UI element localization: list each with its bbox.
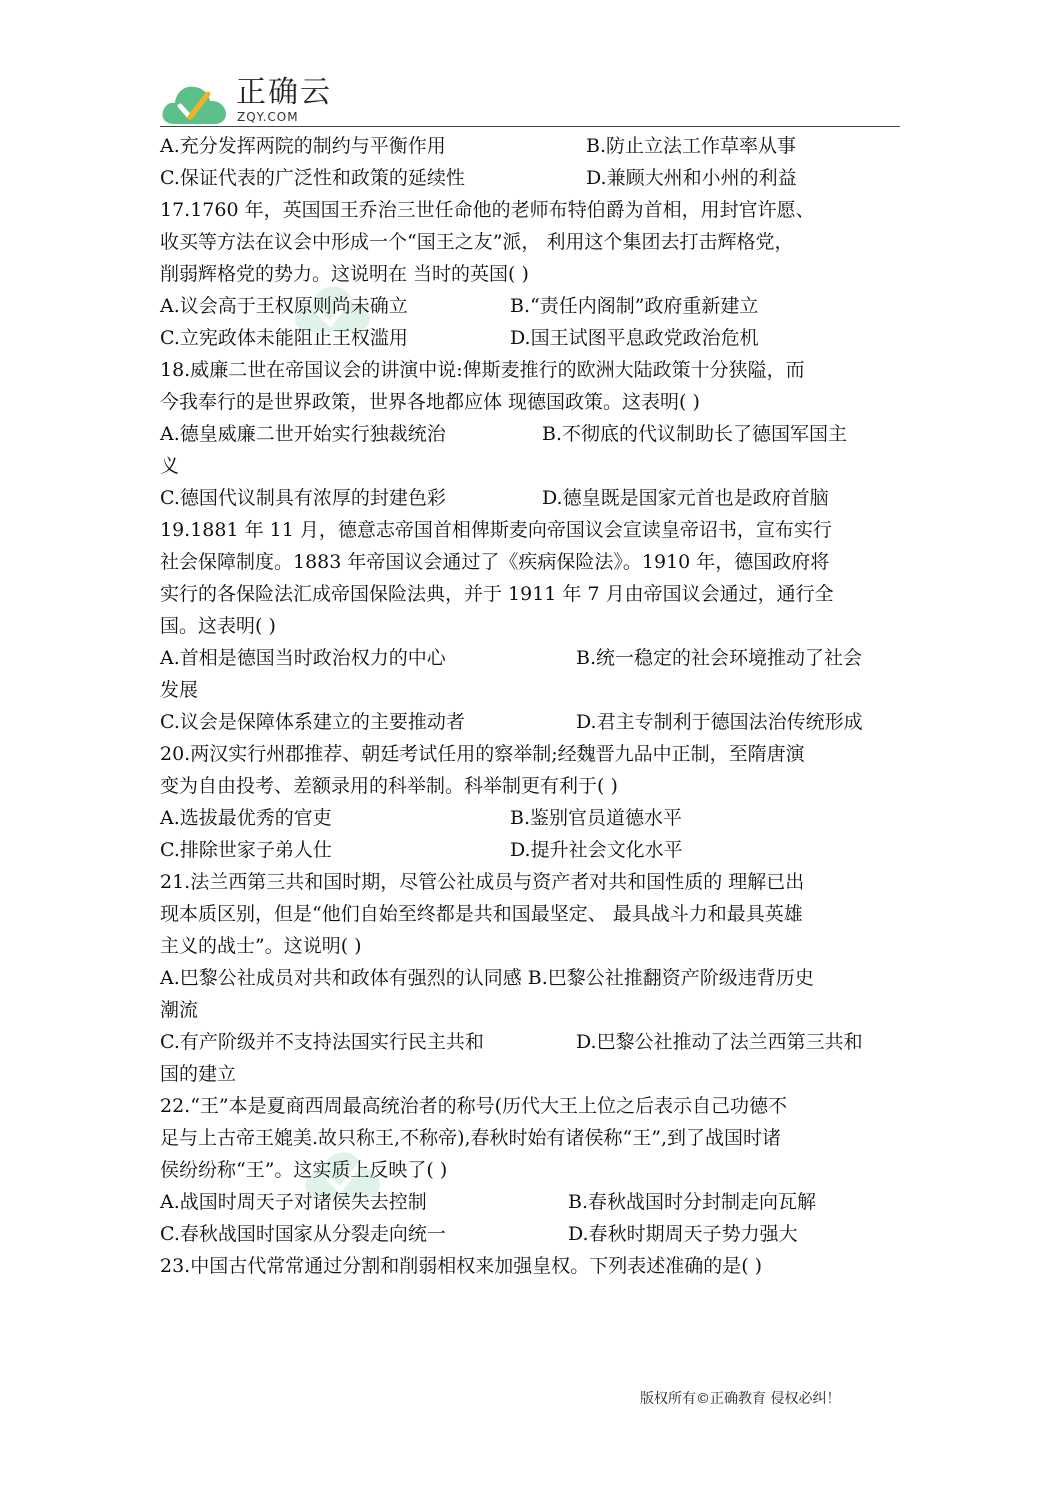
options-row [160, 130, 900, 162]
text-line: 义 [160, 455, 180, 477]
option-left: C.春秋战国时国家从分裂走向统一 [160, 1223, 446, 1245]
option-left: C.排除世家子弟人仕 [160, 839, 332, 861]
logo-domain: ZQY.COM [237, 110, 299, 124]
option-left: C.立宪政体未能阻止王权滥用 [160, 327, 408, 349]
text-line: 社会保障制度。1883 年帝国议会通过了《疾病保险法》。1910 年，德国政府将 [160, 551, 830, 573]
text-line: 主义的战士”。这说明( ) [160, 935, 362, 957]
header [160, 76, 900, 126]
text-line: 削弱辉格党的势力。这说明在 当时的英国( ) [160, 263, 529, 285]
text-line: 20.两汉实行州郡推荐、朝廷考试任用的察举制;经魏晋九品中正制，至隋唐演 [160, 743, 805, 765]
options-row [160, 482, 900, 514]
option-right: D.巴黎公社推动了法兰西第三共和 [576, 1031, 863, 1053]
text-line: A.巴黎公社成员对共和政体有强烈的认同感 B.巴黎公社推翻资产阶级违背历史 [160, 967, 814, 989]
options-row [160, 1026, 900, 1058]
option-right: D.春秋时期周天子势力强大 [568, 1223, 798, 1245]
logo-name: 正确云 [236, 75, 332, 110]
text-line: 潮流 [160, 999, 199, 1021]
option-right: D.提升社会文化水平 [510, 839, 683, 861]
option-right: B.不彻底的代议制助长了德国军国主 [542, 423, 848, 445]
text-line: 国的建立 [160, 1063, 237, 1085]
option-left: A.战国时周天子对诸侯失去控制 [160, 1191, 427, 1213]
copyright-footer: 版权所有©正确教育 侵权必纠！ [640, 1391, 841, 1407]
option-left: A.首相是德国当时政治权力的中心 [160, 647, 446, 669]
text-line: 17.1760 年，英国国王乔治三世任命他的老师布特伯爵为首相，用封官许愿、 [160, 199, 815, 221]
option-left: C.保证代表的广泛性和政策的延续性 [160, 167, 465, 189]
text-line: 22.“王”本是夏商西周最高统治者的称号(历代大王上位之后表示自己功德不 [160, 1095, 788, 1117]
document-body [160, 130, 900, 1282]
text-line: 侯纷纷称“王”。这实质上反映了( ) [160, 1159, 448, 1181]
option-left: A.选拔最优秀的官吏 [160, 807, 332, 829]
options-row [160, 1218, 900, 1250]
options-row [160, 162, 900, 194]
options-row [160, 290, 900, 322]
option-left: C.有产阶级并不支持法国实行民主共和 [160, 1031, 484, 1053]
text-line: 足与上古帝王媲美.故只称王,不称帝),春秋时始有诸侯称“王”,到了战国时诸 [160, 1127, 781, 1149]
options-row [160, 642, 900, 674]
option-right: B.鉴别官员道德水平 [510, 807, 683, 829]
header-divider [160, 126, 900, 127]
text-line: 变为自由投考、差额录用的科举制。科举制更有利于( ) [160, 775, 618, 797]
text-line: 18.威廉二世在帝国议会的讲演中说:俾斯麦推行的欧洲大陆政策十分狭隘，而 [160, 359, 805, 381]
option-right: B.春秋战国时分封制走向瓦解 [568, 1191, 817, 1213]
options-row [160, 706, 900, 738]
option-right: B.“责任内阁制”政府重新建立 [510, 295, 759, 317]
option-right: B.防止立法工作草率从事 [586, 135, 797, 157]
option-right: D.君主专制利于德国法治传统形成 [576, 711, 863, 733]
option-right: D.德皇既是国家元首也是政府首脑 [542, 487, 829, 509]
option-left: C.德国代议制具有浓厚的封建色彩 [160, 487, 446, 509]
option-left: C.议会是保障体系建立的主要推动者 [160, 711, 465, 733]
option-right: D.兼顾大州和小州的利益 [586, 167, 797, 189]
options-row [160, 418, 900, 450]
option-left: A.德皇威廉二世开始实行独裁统治 [160, 423, 446, 445]
options-row [160, 322, 900, 354]
cloud-check-logo-icon [160, 80, 228, 126]
options-row [160, 1186, 900, 1218]
option-left: A.议会高于王权原则尚未确立 [160, 295, 408, 317]
text-line: 现本质区别，但是“他们自始至终都是共和国最坚定、 最具战斗力和最具英雄 [160, 903, 803, 925]
text-line: 今我奉行的是世界政策，世界各地都应体 现德国政策。这表明( ) [160, 391, 700, 413]
option-right: D.国王试图平息政党政治危机 [510, 327, 759, 349]
text-line: 国。这表明( ) [160, 615, 276, 637]
options-row [160, 834, 900, 866]
text-line: 收买等方法在议会中形成一个“国王之友”派， 利用这个集团去打击辉格党， [160, 231, 794, 253]
text-line: 发展 [160, 679, 199, 701]
text-line: 21.法兰西第三共和国时期，尽管公社成员与资产者对共和国性质的 理解已出 [160, 871, 805, 893]
option-left: A.充分发挥两院的制约与平衡作用 [160, 135, 446, 157]
options-row [160, 802, 900, 834]
option-right: B.统一稳定的社会环境推动了社会 [576, 647, 863, 669]
text-line: 实行的各保险法汇成帝国保险法典，并于 1911 年 7 月由帝国议会通过，通行全 [160, 583, 834, 605]
text-line: 19.1881 年 11 月，德意志帝国首相俾斯麦向帝国议会宣读皇帝诏书，宣布实行 [160, 519, 832, 541]
text-line: 23.中国古代常常通过分割和削弱相权来加强皇权。下列表述准确的是( ) [160, 1255, 763, 1277]
